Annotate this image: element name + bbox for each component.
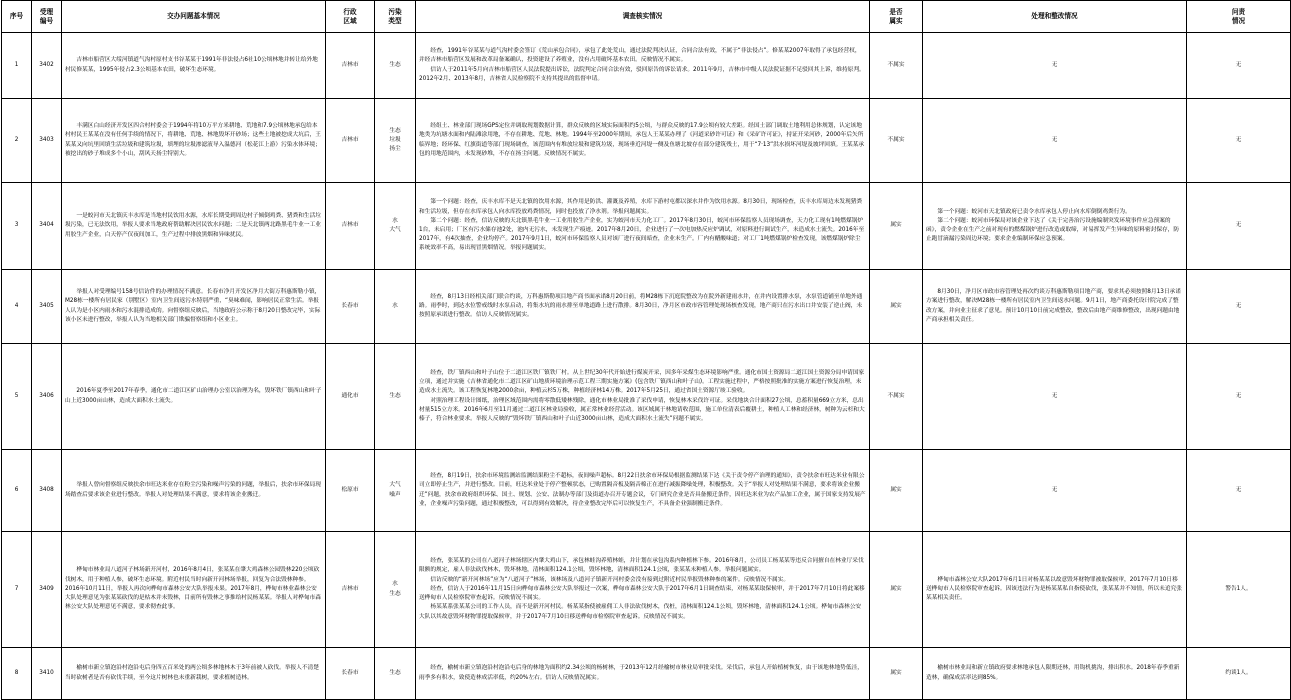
- cell-region: 长春市: [326, 648, 375, 700]
- cell-verified: 不属实: [870, 33, 923, 99]
- cell-seq: 6: [2, 450, 32, 532]
- cell-pollution-type: 水 大气: [375, 183, 416, 270]
- cell-seq: 7: [2, 532, 32, 648]
- paragraph: 经查，张某某的公司在八道河子林场辖区内肇大鸡山下，承包林蛙沟养殖林蛙，并计划在承包沟系内种植林下参。2016年8月，公司员工杨某某等违反合同擅自在林业厅采伐限额的规定，雇人非法砍伐林木，毁坏林地，清林面积124.1公顷，毁坏林地，清林面积124.1公顷，张某某未种植人参。举报问题属实。: [419, 558, 864, 574]
- cell-investigation: [416, 450, 870, 532]
- table-row: [2, 648, 1291, 700]
- cell-verified: 不属实: [870, 344, 923, 450]
- paragraph: 举报人对受理编号158号信访件的办理情况不满意。长春市净月开发区净月大街万科惠斯勒小镇，M28栋一楼所有居民家（别墅区）室内卫生间返污水特别严重，“臭味难闻，影响居民正常生活。举报人认为是小区内雨水和污水混排造成的。向督察组反映后，当地政府公示称于8月20日整改完毕，实际该小区未进行整改，举报人认为当地相关部门欺骗督察组和小区业主。: [65, 289, 321, 323]
- cell-seq: 3: [2, 183, 32, 270]
- paragraph: 信访人于2011年5月向吉林市船营区人民法院提出诉讼，法院判定合同合法有效，驳回原告的诉讼请求。2011年9月，吉林市中级人民法院证据不足驳回其上诉，维持原判。2012年2月、2013年8月，吉林省人民检察院不支持其提出的监督申请。: [419, 66, 865, 82]
- cell-issue: [62, 532, 326, 648]
- cell-verified: 属实: [870, 532, 923, 648]
- cell-handling: [923, 344, 1187, 450]
- paragraph: 一是蛟河市天北镇庆丰水库是当地村民饮用水源，水库长期受到周边村子倾倒鸡粪、猪粪和生活垃圾污染，已无法饮用，举报人要求当地政府帮助解决居民饮水问题；二是天北镇两北路黑毛牛业一工业用胶生产企业，白天停产仅夜间加工，生产过程中排放黑烟和异味扰民。: [65, 213, 321, 238]
- cell-investigation: [416, 532, 870, 648]
- table-row: [2, 33, 1291, 99]
- cell-region: 吉林市: [326, 99, 375, 183]
- cell-handling: [923, 270, 1187, 344]
- cell-pollution-type: 生态 垃圾 扬尘: [375, 99, 416, 183]
- cell-issue: [62, 99, 326, 183]
- cell-acceptance-number: 3404: [32, 183, 62, 270]
- cell-accountability: 无: [1187, 183, 1291, 270]
- cell-handling: [923, 183, 1187, 270]
- cell-region: 吉林市: [326, 183, 375, 270]
- paragraph: 经查，榆树市新立镇泡沿村泡沿屯后身的林地为面积约2.34公顷的杨树林，于2013年12月经榆树市林业局审批采伐。采伐后，承包人开始植树恢复，由于该地林地势低洼，雨季多有积水，致使造林成活率低，约20%左右。信访人反映情况属实。: [419, 665, 863, 681]
- cell-region: 吉林市: [326, 33, 375, 99]
- cell-pollution-type: 水: [375, 270, 416, 344]
- cell-seq: 4: [2, 270, 32, 344]
- header-handling: 处理和整改情况: [923, 1, 1187, 33]
- cell-issue: [62, 33, 326, 99]
- cell-accountability: 警告1人。: [1187, 532, 1291, 648]
- paragraph: 无: [1051, 61, 1058, 68]
- cell-accountability: 无: [1187, 344, 1291, 450]
- cell-investigation: [416, 99, 870, 183]
- cell-investigation: [416, 344, 870, 450]
- header-verified: 是否 属实: [870, 1, 923, 33]
- cell-issue: [62, 270, 326, 344]
- paragraph: 丰满区白山经济开发区四合村村委会于1994年将10万平方米耕地、荒地和7.9公顷林地承包给本村村民王某某在没有任何手续的情况下，将耕地、荒地、林地毁坏开砂场；这些土地被挖成大坑后，王某某又向坑里回填生活垃圾和建筑垃圾，填埋的垃圾渗滤液导入温德河（松花江上游）污染水体环境；被挖出的砂子堆成多个小山，刮风天扬尘特别大。: [65, 123, 321, 157]
- cell-acceptance-number: 3408: [32, 450, 62, 532]
- table-row: [2, 183, 1291, 270]
- cell-handling: [923, 99, 1187, 183]
- cell-acceptance-number: 3402: [32, 33, 62, 99]
- paragraph: 经查，8月19日，扶余市环境监测站监测结果粉尘不超标，夜间噪声超标。8月22日扶余市环保局根据监测结果下达《关于责令停产治理的通知》，责令扶余市旺达米业有限公司立即停止生产，并进行整改。目前，旺达米业处于停产整顿状态，已购置隔音板及隔音棉正在进行减振降噪处理，积极整改。关于“举报人对处理结果不满意，要求将该企业搬迁”问题，扶余市政府组织环保、国土、规划、公安、法制办等部门及街道办召开专题会议，专门研究企业是否具备搬迁条件，因旺达米业为农产品加工企业，属于国家支持发展产业，企业噪声污染问题，通过积极整改，可以得到有效解决，待企业整改完毕后可以恢复生产，不具备企业强制搬迁条件。: [419, 473, 866, 507]
- paragraph: 经查，信访人于2016年11月15日向桦甸市森林公安大队举报过一次案，桦甸市森林公安大队于2017年6月1日调查结束，对杨某某取保候审，并于2017年7月10日将此案移送桦甸市人民检察院审查起诉。反映情况不属实。: [419, 585, 865, 602]
- header-pollution-type: 污染 类型: [375, 1, 416, 33]
- paragraph: 信访反映的“新开河林场”应为“八道河子”林场，该林场及八道河子镇新开河村委会没有接到过附近村民举报毁林种参的案件。反映情况不属实。: [430, 576, 790, 583]
- header-seq: 序号: [2, 1, 32, 33]
- table-row: [2, 450, 1291, 532]
- paragraph: 第一个问题：经查，庆丰水库不是天北镇的饮用水源，其作用是防洪、灌溉及养殖，水库下游村屯都以深水井作为饮用水源。8月30日，现场检查，庆丰水库周边未发现猪粪和生活垃圾，但存在水库承包人向水库投放鸡粪情况，同时也投放了净水剂。举报问题属实。: [419, 199, 863, 215]
- paragraph: 桦甸市林业局八道河子林场新开河村，2016年8月4日，张某某在肇大鸡森林公园毁林220公顷砍伐树木，用于种植人参，破坏生态环境。附近村民当时向新开河林场举报，回复为合法毁林种参。2016年10月11日，举报人再次向桦甸市森林公安大队举报未果。2017年8月，桦甸市林业森林公安大队处理意见为张某某砍伐的是枯木并未毁林，目前所有毁林之事推给村民杨某某。举报人对桦甸市森林公安大队处理意见不满意，要求彻查此事。: [65, 567, 321, 611]
- paragraph: 杨某某系张某某公司的工作人员，而不是新开河村民。杨某某指使被雇佣工人非法砍伐树木，伐桩，清林面积124.1公顷，毁坏林地，清林面积124.1公顷。桦甸市森林公安大队以其故意毁坏财物罪提取保候审，并于2017年7月10日移送桦甸市检察院审查起诉。反映情况不属实。: [419, 604, 862, 620]
- table-row: [2, 99, 1291, 183]
- paragraph: 经查，铁厂镇西山和叶子山位于二道江区铁厂镇铁厂村。从上世纪30年代开始进行煤炭开采，因多年采煤生态环境影响严重。通化市国土资源局二道江国土资源分局申请国家立项，通过并实施《吉林省通化市二道江区矿山地质环境治理示范工程三期实施方案》(包含铁厂镇西山和叶子山)。工程实施过程中，严格按照批准的实施方案进行恢复治理，未造成水土流失。该工程恢复林地2000余亩，种植云杉5万株，种植经济林14万株。2017年5月25日，通过省国土资源厅竣工验收。: [419, 369, 865, 395]
- cell-seq: 5: [2, 344, 32, 450]
- cell-accountability: 无: [1187, 450, 1291, 532]
- paragraph: 榆树市林业局和新立镇政府要求林地承包人限期还林，用钩机挑沟，排出积水。2018年春季重新造林，确保成活率达到85%。: [926, 665, 1180, 681]
- cell-pollution-type: 生态: [375, 344, 416, 450]
- table-row: [2, 532, 1291, 648]
- cell-acceptance-number: 3403: [32, 99, 62, 183]
- paragraph: 第一个问题：蛟河市天北镇政府已责令水库承包人停止向水库倒倒鸡粪行为。: [937, 208, 1131, 215]
- paragraph: 经组土、林业部门现场GPS定位并调取现划数据计算，群众反映的区域实际面积约5公顷，与群众反映的17.9公顷有较大差距。经国土部门调取土地利用总体规划，认定该地地类为坑塘水面和内陆滩涂用地，不存在耕地、荒地、林地。1994年至2000年期间，承包人王某某办理了《河道采砂许可证》和《采矿许可证》，持证开采河砂，2000年后矢所临界地；经环保、红旗街道等部门现场调查，该范围内有堆放垃圾和建筑垃圾，现场垂近河堤一侧及鱼塘北坡存在部分建筑残土，用于“7·13”洪水损坏河堤及坡坪回填。王某某承包的用地范围内，未发现砂堆，不存在扬尘问题。反映情况不属实。: [419, 123, 865, 157]
- paragraph: 无: [1051, 486, 1058, 493]
- paragraph: 第二个问题：蛟河市环保局对该企业下达了《关于完善治污设施编制突发环境事件应急预案的函》，责令企业在生产之前对现有的燃煤锅炉进行改造或取缔，对易挥发产生异味的原料密封保存，防止跑冒滴漏污染周边环境；要求企业编制环保应急预案。: [926, 217, 1180, 243]
- cell-region: 通化市: [326, 344, 375, 450]
- cell-accountability: 无: [1187, 270, 1291, 344]
- paragraph: 桦甸市森林公安大队2017年6月1日对杨某某以故意毁坏财物罪被取保候审，2017年7月10日移送桦甸市人民检察院审查起诉。因该违法行为是杨某某私自指使砍伐，张某某并不知情，所以未追究张某某相关责任。: [926, 576, 1182, 602]
- header-accountability: 问责 情况: [1187, 1, 1291, 33]
- paragraph: 榆树市新立镇泡沿村泡沿屯后身四五百米处的两公顷多林地林木于3年前被人砍伐。举报人不清楚当时砍树者是否有砍伐手续，至今这片树林也未重新栽树，要求植树造林。: [65, 665, 319, 681]
- cell-handling: [923, 33, 1187, 99]
- cell-acceptance-number: 3406: [32, 344, 62, 450]
- cell-verified: 不属实: [870, 99, 923, 183]
- cell-handling: [923, 648, 1187, 700]
- paragraph: 举报人曾向督察组反映扶余市旺达米业存在粉尘污染和噪声污染的问题，举报后，扶余市环保局现场踏查后要求该企业进行整改。举报人对处理结果不满意，要求将该企业搬迁。: [65, 482, 321, 498]
- cell-pollution-type: 大气 噪声: [375, 450, 416, 532]
- cell-pollution-type: 水 生态: [375, 532, 416, 648]
- cell-region: 松原市: [326, 450, 375, 532]
- cell-seq: 2: [2, 99, 32, 183]
- table-body: [2, 33, 1291, 700]
- paragraph: 无: [1051, 136, 1058, 143]
- cell-seq: 1: [2, 33, 32, 99]
- cell-verified: 属实: [870, 450, 923, 532]
- table-row: [2, 270, 1291, 344]
- header-row: [2, 1, 1291, 33]
- cell-accountability: 无: [1187, 33, 1291, 99]
- paragraph: 8月30日，净月区市政市容管理处再次约谈万科惠斯勒项目地产商，要求其必须按照8月13日承诺方案进行整改，解决M28栋一楼所有居民室内卫生间返水问题。9月1日，地产商委托设计院完成了整改方案，并向业主征求了意见。预计10月10日前完成整改，整改后由地产商维修整改，出现问题由地产商承担相关责任。: [926, 289, 1181, 323]
- paragraph: 2016年夏季至2017年春季，通化市二道江区矿山治理办公室以治理为名，毁坏铁厂镇西山和叶子山上近3000亩山林，造成大面积水土流失。: [65, 388, 322, 404]
- paragraph: 经查，1991年谷某某与道气沟村委会签订《荒山承包合同》，承包了此处荒山，通过法院判决认证，合同合法有效，不属于“非法侵占”。修某某2007年取得了承包经营权，并经吉林市船营区发展和改革局备案确认，投资建设了养殖业，没有占用破坏基本农田。反映情况不属实。: [419, 48, 861, 64]
- paragraph: 吉林市船营区大绥河镇道气沟村原村支书谷某某于1991年非法侵占6社10公顷林地并转让给外地村民修某某，1995年侵占2.3公顷基本农田，破坏生态环境。: [65, 57, 318, 73]
- cell-region: 长春市: [326, 270, 375, 344]
- cell-handling: [923, 450, 1187, 532]
- cell-issue: [62, 648, 326, 700]
- cell-investigation: [416, 270, 870, 344]
- paragraph: 经查，8月13日经相关部门联合约谈，万科惠斯勒项目地产商书面承诺8月20日前，将M28栋下沉庭院整改为在院外新建雨水井，在井内设置排水泵，水泵管道铺至单地外通路。雨季时，到达水位警戒线时水泵启动，将集水坑的雨水排至单地道路上进行散排。8月30日，净月区市政市容管理处现场核查发现，地产商只在污水出口井安装了逆止阀，未按照原承诺进行整改。信访人反映情况属实。: [419, 293, 863, 319]
- complaint-table: [1, 0, 1291, 700]
- cell-acceptance-number: 3410: [32, 648, 62, 700]
- header-acceptance-number: 受理 编号: [32, 1, 62, 33]
- paragraph: 第二个问题：经查，信访反映的天北镇黑毛牛业一工业用胶生产企业，实为蛟河市天力化工厂。2017年8月30日，蛟河市环保监察人员现场调查，天力化工现有1吨燃煤锅炉1台，未启用；厂区有污水储存池2处，池内无污水，未发现生产痕迹。2017年8月20日，企业进行了一次电加热反应炉调试，对原料进行调试生产，未造成水土流失。2016年至2017年，有4次抽查，企业均停产。2017年9月1日，蛟河市环保监察人员对该厂进行夜间暗查，企业未生产。厂内有醋酸味道；对工厂1吨燃煤锅炉检查发现，该燃煤锅炉除尘系统效率不高，易出现冒黑烟情况。举报问题属实。: [419, 217, 865, 252]
- cell-issue: [62, 183, 326, 270]
- cell-acceptance-number: 3405: [32, 270, 62, 344]
- cell-acceptance-number: 3409: [32, 532, 62, 648]
- cell-investigation: [416, 183, 870, 270]
- header-issue: 交办问题基本情况: [62, 1, 326, 33]
- cell-verified: 属实: [870, 183, 923, 270]
- paragraph: 对照治理工程设计图纸，治理区域范围内需将零散低矮林残除，通化市林业局批准了采伐申请，恢复林木采伐许可证。采伐地块合计面积27公顷，总蓄积量669立方米，总出材量515立方米。2016年6月至11月通过二道江区林业局验收，属正常林业经营活动。该区域属于林地请收范围，施工单位清表后覆耕土，种植人工林和经济林，树种为云杉和大榛子，符合林业要求。举报人反映的“毁坏铁厂镇西山和叶子山近3000亩山林，造成大面积水土流失”问题不属实。: [419, 397, 865, 422]
- cell-verified: 属实: [870, 648, 923, 700]
- header-region: 行政 区域: [326, 1, 375, 33]
- cell-seq: 8: [2, 648, 32, 700]
- cell-accountability: 无: [1187, 99, 1291, 183]
- header-investigation: 调查核实情况: [416, 1, 870, 33]
- paragraph: 无: [1051, 392, 1058, 399]
- cell-pollution-type: 生态: [375, 648, 416, 700]
- table-row: [2, 344, 1291, 450]
- cell-handling: [923, 532, 1187, 648]
- cell-investigation: [416, 33, 870, 99]
- cell-investigation: [416, 648, 870, 700]
- cell-pollution-type: 生态: [375, 33, 416, 99]
- cell-issue: [62, 450, 326, 532]
- cell-verified: 属实: [870, 270, 923, 344]
- cell-accountability: 约谈1人。: [1187, 648, 1291, 700]
- cell-region: 吉林市: [326, 532, 375, 648]
- cell-issue: [62, 344, 326, 450]
